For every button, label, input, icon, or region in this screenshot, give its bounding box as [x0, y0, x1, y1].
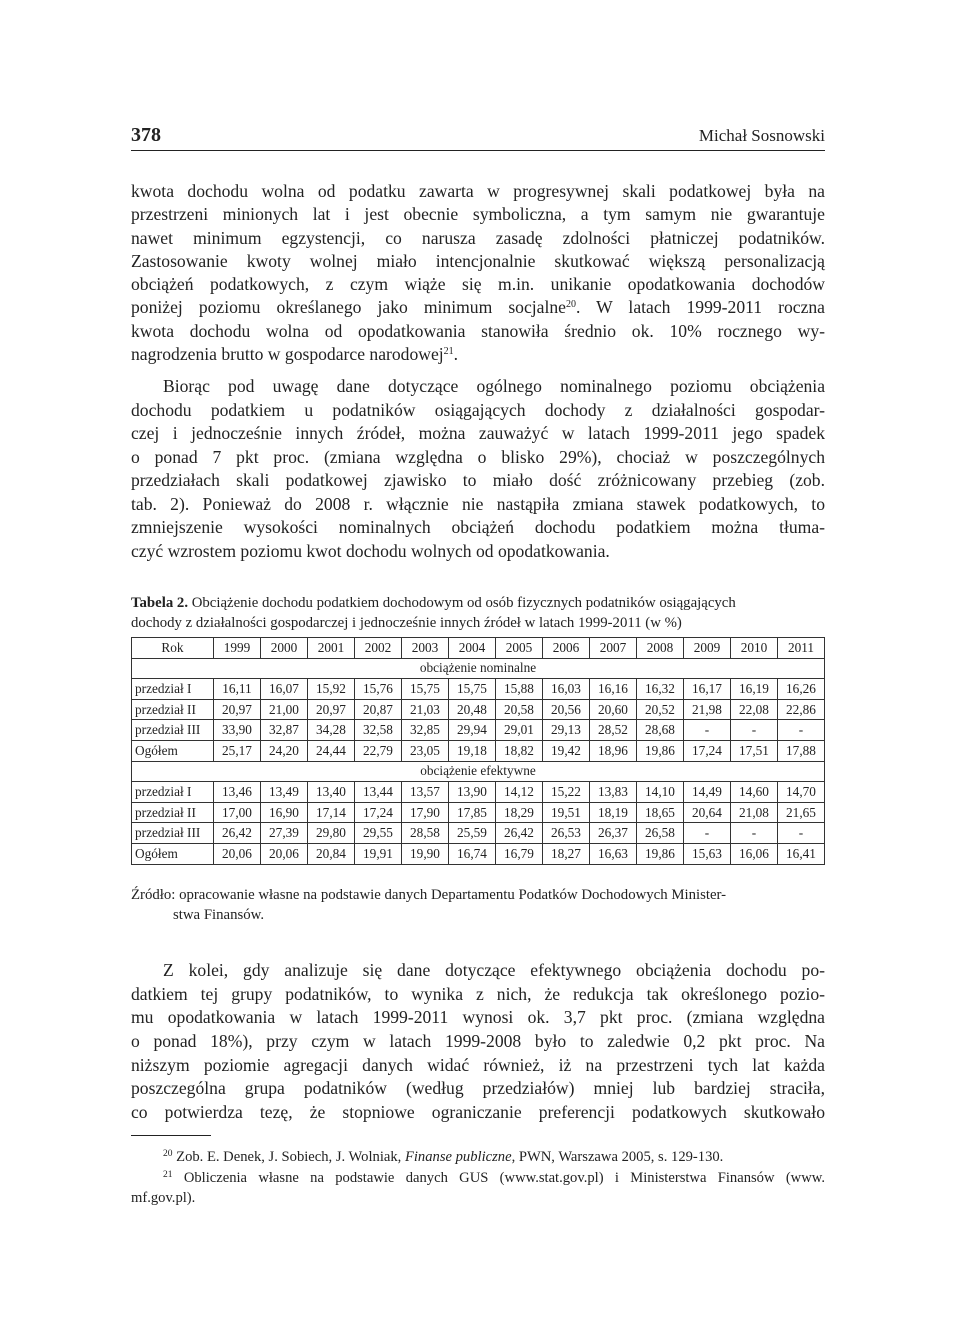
- table-cell: -: [684, 823, 731, 844]
- table-cell: 26,42: [496, 823, 543, 844]
- table-cell: 16,17: [684, 679, 731, 700]
- data-table: [131, 637, 825, 865]
- row-label-cell: przedział II: [132, 699, 214, 720]
- table-cell: 21,98: [684, 699, 731, 720]
- table-cell: 26,58: [637, 823, 684, 844]
- table-cell: 13,44: [355, 782, 402, 803]
- table-cell: 20,06: [261, 843, 308, 864]
- row-label-cell: Ogółem: [132, 843, 214, 864]
- header-cell: 2004: [449, 638, 496, 659]
- table-cell: 19,86: [637, 843, 684, 864]
- table-cell: 20,06: [214, 843, 261, 864]
- table-cell: 20,87: [355, 699, 402, 720]
- table-cell: 16,79: [496, 843, 543, 864]
- text-line: przestrzeni minionych lat i jest obecnie symboliczna, a tym samym nie gwarantuje: [131, 204, 825, 225]
- table-cell: 17,51: [731, 740, 778, 761]
- header-cell: 2009: [684, 638, 731, 659]
- header-cell: 2010: [731, 638, 778, 659]
- table-cell: 20,60: [590, 699, 637, 720]
- header-cell: 2008: [637, 638, 684, 659]
- table-cell: 13,40: [308, 782, 355, 803]
- table-cell: -: [778, 823, 825, 844]
- table-cell: 16,06: [731, 843, 778, 864]
- table-cell: 16,26: [778, 679, 825, 700]
- table-cell: 28,58: [402, 823, 449, 844]
- page-number: 378: [131, 124, 161, 146]
- table-cell: 16,90: [261, 802, 308, 823]
- table-cell: -: [684, 720, 731, 741]
- footnote-ref-20: 20: [565, 299, 576, 311]
- text-line: Z kolei, gdy analizuje się dane dotyczące efektywnego obciążenia dochodu po-: [163, 960, 825, 980]
- text-line: o ponad 7 pkt proc. (zmiana względna o blisko 29%), chociaż w poszczególnych: [131, 446, 825, 467]
- running-head-author: Michał Sosnowski: [698, 126, 825, 145]
- table-cell: 20,64: [684, 802, 731, 823]
- table-cell: 17,90: [402, 802, 449, 823]
- table-cell: 16,07: [261, 679, 308, 700]
- table-row: [132, 823, 825, 844]
- table-cell: 33,90: [214, 720, 261, 741]
- table-cell: 20,84: [308, 843, 355, 864]
- table-caption: Tabela 2. Obciążenie dochodu podatkiem dochodowym od osób fizycznych podatników osiągających dochody z działalności gospodarczej i jednocześnie innych źródeł w latach 1999-2011 (w %): [131, 595, 736, 631]
- table-cell: 20,97: [308, 699, 355, 720]
- text-line: przedziałach skali podatkowej zjawisko to miało dość zróżnicowany przebieg (zob.: [131, 470, 825, 490]
- table-cell: 16,32: [637, 679, 684, 700]
- table-cell: 17,24: [684, 740, 731, 761]
- table-cell: 16,03: [543, 679, 590, 700]
- table-cell: 29,13: [543, 720, 590, 741]
- table-cell: 16,41: [778, 843, 825, 864]
- table-cell: 22,79: [355, 740, 402, 761]
- text-line: niższym poziomie agregacji danych widać również, iż na przestrzeni tych lat każda: [131, 1054, 825, 1075]
- table-section-row: [132, 658, 825, 679]
- table-cell: -: [778, 720, 825, 741]
- section-title-cell: obciążenie efektywne: [132, 761, 825, 782]
- table-row: [132, 740, 825, 761]
- table-cell: 16,19: [731, 679, 778, 700]
- text-line: o ponad 18%), przy czym w latach 1999-2008 było to zaledwie 0,2 pkt proc. Na: [131, 1031, 825, 1052]
- table-section-row: [132, 761, 825, 782]
- table-cell: 15,63: [684, 843, 731, 864]
- paragraph-2: [131, 375, 825, 563]
- table-cell: 26,53: [543, 823, 590, 844]
- row-label-cell: Ogółem: [132, 740, 214, 761]
- table-cell: 17,14: [308, 802, 355, 823]
- table-cell: 19,90: [402, 843, 449, 864]
- table-cell: 26,37: [590, 823, 637, 844]
- text-line: Biorąc pod uwagę dane dotyczące ogólnego nominalnego poziomu obciążenia: [163, 376, 825, 396]
- table-cell: 32,58: [355, 720, 402, 741]
- table-cell: 17,85: [449, 802, 496, 823]
- table-cell: -: [731, 720, 778, 741]
- text-line: nagrodzenia brutto w gospodarce narodowej$^{21}$.: [131, 344, 459, 365]
- table-cell: 18,29: [496, 802, 543, 823]
- text-line: kwota dochodu wolna od podatku zawarta w progresywnej skali podatkowej była na: [131, 181, 825, 201]
- table-row: [132, 802, 825, 823]
- text-line: nawet minimum egzystencji, co narusza zasadę zdolności płatniczej podatników.: [131, 227, 825, 248]
- table-cell: 24,44: [308, 740, 355, 761]
- paragraph-1: [131, 180, 825, 366]
- table-cell: 32,85: [402, 720, 449, 741]
- text-line: tab. 2). Ponieważ do 2008 r. włącznie nie nastąpiła zmiana stawek podatkowych, to: [131, 493, 825, 514]
- table-cell: 18,27: [543, 843, 590, 864]
- row-label-cell: przedział III: [132, 823, 214, 844]
- table-cell: 20,52: [637, 699, 684, 720]
- header-cell: 1999: [214, 638, 261, 659]
- table-cell: 17,88: [778, 740, 825, 761]
- header-cell: Rok: [132, 638, 214, 659]
- table-cell: 18,65: [637, 802, 684, 823]
- table-cell: 14,49: [684, 782, 731, 803]
- table-cell: 21,00: [261, 699, 308, 720]
- table-cell: 13,49: [261, 782, 308, 803]
- table-cell: 22,08: [731, 699, 778, 720]
- text-line: dochodu podatkiem u podatników osiągających dochody z działalności gospodar-: [131, 399, 825, 420]
- table-cell: 14,60: [731, 782, 778, 803]
- table-cell: 18,96: [590, 740, 637, 761]
- table-cell: 18,82: [496, 740, 543, 761]
- table-cell: 14,10: [637, 782, 684, 803]
- table-cell: 25,17: [214, 740, 261, 761]
- table-cell: 20,56: [543, 699, 590, 720]
- table-row: [132, 843, 825, 864]
- table-cell: 15,92: [308, 679, 355, 700]
- table-cell: 13,90: [449, 782, 496, 803]
- table-cell: 25,59: [449, 823, 496, 844]
- header-cell: 2003: [402, 638, 449, 659]
- header-cell: 2002: [355, 638, 402, 659]
- table-cell: 13,46: [214, 782, 261, 803]
- table-cell: 21,08: [731, 802, 778, 823]
- table-cell: -: [731, 823, 778, 844]
- section-title-cell: obciążenie nominalne: [132, 658, 825, 679]
- table-cell: 19,18: [449, 740, 496, 761]
- table-cell: 27,39: [261, 823, 308, 844]
- text-line: co potwierdza tezę, że stopniowe ograniczanie preferencji podatkowych skutkowało: [131, 1102, 825, 1123]
- text-line: poniżej poziomu określanego jako minimum socjalne$^{20}$. W latach 1999-2011 roczna: [131, 297, 825, 318]
- table-cell: 16,11: [214, 679, 261, 700]
- table-cell: 29,80: [308, 823, 355, 844]
- text-line: czyć wzrostem poziomu kwot dochodu wolnych od opodatkowania.: [131, 540, 610, 561]
- header-cell: 2001: [308, 638, 355, 659]
- footnote-ref-21: 21: [443, 346, 454, 358]
- text-line: czej i jednocześnie innych źródeł, można zauważyć w latach 1999-2011 jego spadek: [131, 423, 825, 443]
- table-cell: 29,01: [496, 720, 543, 741]
- table-cell: 14,70: [778, 782, 825, 803]
- table-source: Źródło: opracowanie własne na podstawie danych Departamentu Podatków Dochodowych Minister- stwa Finansów.: [131, 887, 727, 923]
- table-header-row: [132, 638, 825, 659]
- table-cell: 28,68: [637, 720, 684, 741]
- table-cell: 17,00: [214, 802, 261, 823]
- table-label: Tabela 2.: [131, 595, 189, 611]
- table-cell: 32,87: [261, 720, 308, 741]
- header-cell: 2000: [261, 638, 308, 659]
- page-header: [131, 124, 825, 151]
- table-cell: 19,42: [543, 740, 590, 761]
- table-cell: 14,12: [496, 782, 543, 803]
- header-cell: 2006: [543, 638, 590, 659]
- table-cell: 13,57: [402, 782, 449, 803]
- table-cell: 15,75: [402, 679, 449, 700]
- table-cell: 29,55: [355, 823, 402, 844]
- footnote-20: $^{20}$ Zob. E. Denek, J. Sobiech, J. Wolniak, Finanse publiczne, PWN, Warszawa 2005, s. 129-130.: [163, 1149, 724, 1165]
- text-line: Zastosowanie kwoty wolnej miało intencjonalnie skutkować większą personalizacją: [131, 250, 825, 271]
- table-cell: 15,75: [449, 679, 496, 700]
- table-cell: 16,16: [590, 679, 637, 700]
- table-row: [132, 782, 825, 803]
- table-cell: 28,52: [590, 720, 637, 741]
- paragraph-3: [131, 959, 825, 1125]
- header-cell: 2011: [778, 638, 825, 659]
- table-row: [132, 699, 825, 720]
- header-cell: 2005: [496, 638, 543, 659]
- table-cell: 19,91: [355, 843, 402, 864]
- table-cell: 34,28: [308, 720, 355, 741]
- text-line: obciążeń podatkowych, z czym wiąże się m.in. unikanie opodatkowania dochodów: [131, 274, 825, 295]
- table-row: [132, 720, 825, 741]
- text-line: datkiem tej grupy podatników, to wynika z nich, że redukcja tak określonego pozio-: [131, 983, 825, 1004]
- row-label-cell: przedział I: [132, 782, 214, 803]
- table-cell: 18,19: [590, 802, 637, 823]
- row-label-cell: przedział III: [132, 720, 214, 741]
- table-cell: 23,05: [402, 740, 449, 761]
- table-cell: 20,58: [496, 699, 543, 720]
- text-line: kwota dochodu wolna od opodatkowania stanowiła średnio ok. 10% rocznego wy-: [131, 320, 825, 341]
- footnote-rule: [131, 1135, 211, 1136]
- text-line: mu opodatkowania w latach 1999-2011 wynosi ok. 3,7 pkt proc. (zmiana względna: [131, 1007, 825, 1028]
- table-cell: 20,48: [449, 699, 496, 720]
- table-cell: 17,24: [355, 802, 402, 823]
- table-cell: 15,88: [496, 679, 543, 700]
- text-line: zmniejszenie wysokości nominalnych obciążeń dochodu podatkiem można tłuma-: [131, 517, 825, 537]
- table-cell: 16,74: [449, 843, 496, 864]
- table-cell: 13,83: [590, 782, 637, 803]
- table-cell: 29,94: [449, 720, 496, 741]
- row-label-cell: przedział II: [132, 802, 214, 823]
- table-row: [132, 679, 825, 700]
- table-cell: 24,20: [261, 740, 308, 761]
- table-cell: 15,22: [543, 782, 590, 803]
- footnote-21: $^{21}$ Obliczenia własne na podstawie danych GUS (www.stat.gov.pl) i Ministerstwa Finansów (www. mf.gov.pl).: [131, 1170, 825, 1206]
- table-cell: 26,42: [214, 823, 261, 844]
- table-cell: 19,86: [637, 740, 684, 761]
- text-line: poszczególna grupa podatników (według przedziałów) mniej lub bardziej straciła,: [131, 1078, 825, 1099]
- table-cell: 15,76: [355, 679, 402, 700]
- table-cell: 19,51: [543, 802, 590, 823]
- row-label-cell: przedział I: [132, 679, 214, 700]
- table-cell: 21,65: [778, 802, 825, 823]
- header-cell: 2007: [590, 638, 637, 659]
- table-cell: 22,86: [778, 699, 825, 720]
- table-cell: 16,63: [590, 843, 637, 864]
- table-cell: 21,03: [402, 699, 449, 720]
- table-cell: 20,97: [214, 699, 261, 720]
